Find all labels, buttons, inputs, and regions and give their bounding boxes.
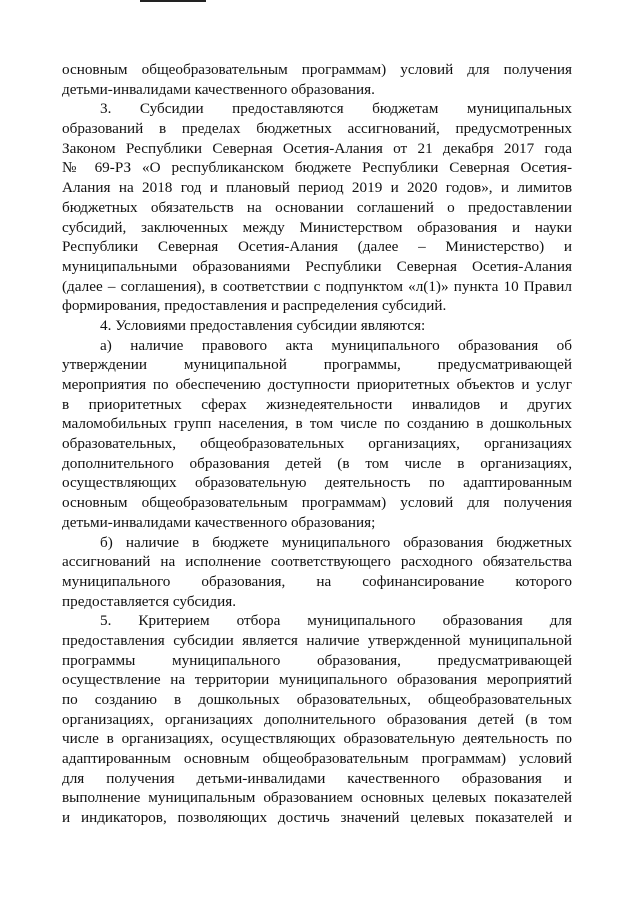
text-line: детьми-инвалидами качественного образования. [62, 80, 375, 98]
paragraph-4b [62, 533, 572, 612]
text-line: адаптированным основным общеобразовательным программам) условий [62, 750, 572, 768]
text-line: предоставления субсидии является наличие утвержденной муниципальной [62, 631, 572, 649]
text-line: предоставляется субсидия. [62, 592, 237, 610]
paragraph-4a [62, 336, 572, 533]
document-body [62, 60, 572, 828]
text-line: осуществление на территории муниципального образования мероприятий [62, 671, 572, 689]
text-line: б) наличие в бюджете муниципального образования бюджетных [100, 533, 572, 551]
text-line: муниципального образования, на софинансирование которого [62, 572, 572, 590]
text-line: 4. Условиями предоставления субсидии являются: [100, 316, 426, 334]
text-line: основным общеобразовательным программам) условий для получения [62, 61, 572, 78]
text-line: муниципальными образованиями Республики Северная Осетия-Алания [62, 257, 572, 275]
paragraph-4 [62, 316, 572, 336]
text-line: основным общеобразовательным программам) условий для получения [62, 494, 572, 512]
text-line: утверждении муниципальной программы, предусматривающей [62, 356, 572, 374]
text-line: для получения детьми-инвалидами качественного образования и [62, 769, 572, 787]
paragraph-continuation [62, 60, 572, 99]
text-line: мероприятия по обеспечению доступности приоритетных объектов и услуг [62, 376, 572, 393]
text-line: ассигнований на исполнение соответствующего расходного обязательства [62, 553, 572, 571]
text-line: а) наличие правового акта муниципального образования об [100, 336, 572, 354]
text-line: субсидий, заключенных между Министерством образования и науки [62, 218, 572, 236]
paragraph-5 [62, 611, 572, 828]
text-line: по созданию в дошкольных образовательных, общеобразовательных [62, 691, 572, 708]
text-line: выполнение муниципальным образованием основных целевых показателей [62, 789, 572, 807]
text-line: маломобильных групп населения, в том числе по созданию в дошкольных [62, 415, 572, 433]
text-line: 3. Субсидии предоставляются бюджетам муниципальных [100, 100, 572, 118]
text-line: числе в организациях, осуществляющих образовательную деятельность по [62, 730, 572, 748]
text-line: № 69-РЗ «О республиканском бюджете Республики Северная Осетия- [62, 159, 572, 177]
text-line: бюджетных обязательств на основании соглашений о предоставлении [62, 198, 572, 216]
text-line: (далее – соглашения), в соответствии с подпунктом «л(1)» пункта 10 Правил [62, 277, 572, 295]
text-line: программы муниципального образования, предусматривающей [62, 651, 572, 669]
text-line: в приоритетных сферах жизнедеятельности инвалидов и других [62, 395, 572, 413]
text-line: дополнительного образования детей (в том числе в организациях, [62, 454, 572, 472]
text-line: организациях, организациях дополнительного образования детей (в том [62, 710, 572, 728]
paragraph-3 [62, 99, 572, 316]
text-line: образований в пределах бюджетных ассигнований, предусмотренных [62, 120, 572, 138]
text-line: осуществляющих образовательную деятельность по адаптированным [62, 474, 572, 492]
text-line: детьми-инвалидами качественного образования; [62, 513, 376, 531]
text-line: Алания на 2018 год и плановый период 2019 и 2020 годов», и лимитов [62, 179, 572, 197]
text-line: Республики Северная Осетия-Алания (далее – Министерство) и [62, 238, 572, 256]
text-line: Законом Республики Северная Осетия-Алания от 21 декабря 2017 года [62, 139, 572, 157]
text-line: формирования, предоставления и распределения субсидий. [62, 297, 447, 315]
text-line: образовательных, общеобразовательных организациях, организациях [62, 435, 572, 453]
text-line: 5. Критерием отбора муниципального образования для [100, 612, 572, 630]
text-line: и индикаторов, позволяющих достичь значений целевых показателей и [62, 809, 572, 827]
header-rule [140, 0, 206, 2]
